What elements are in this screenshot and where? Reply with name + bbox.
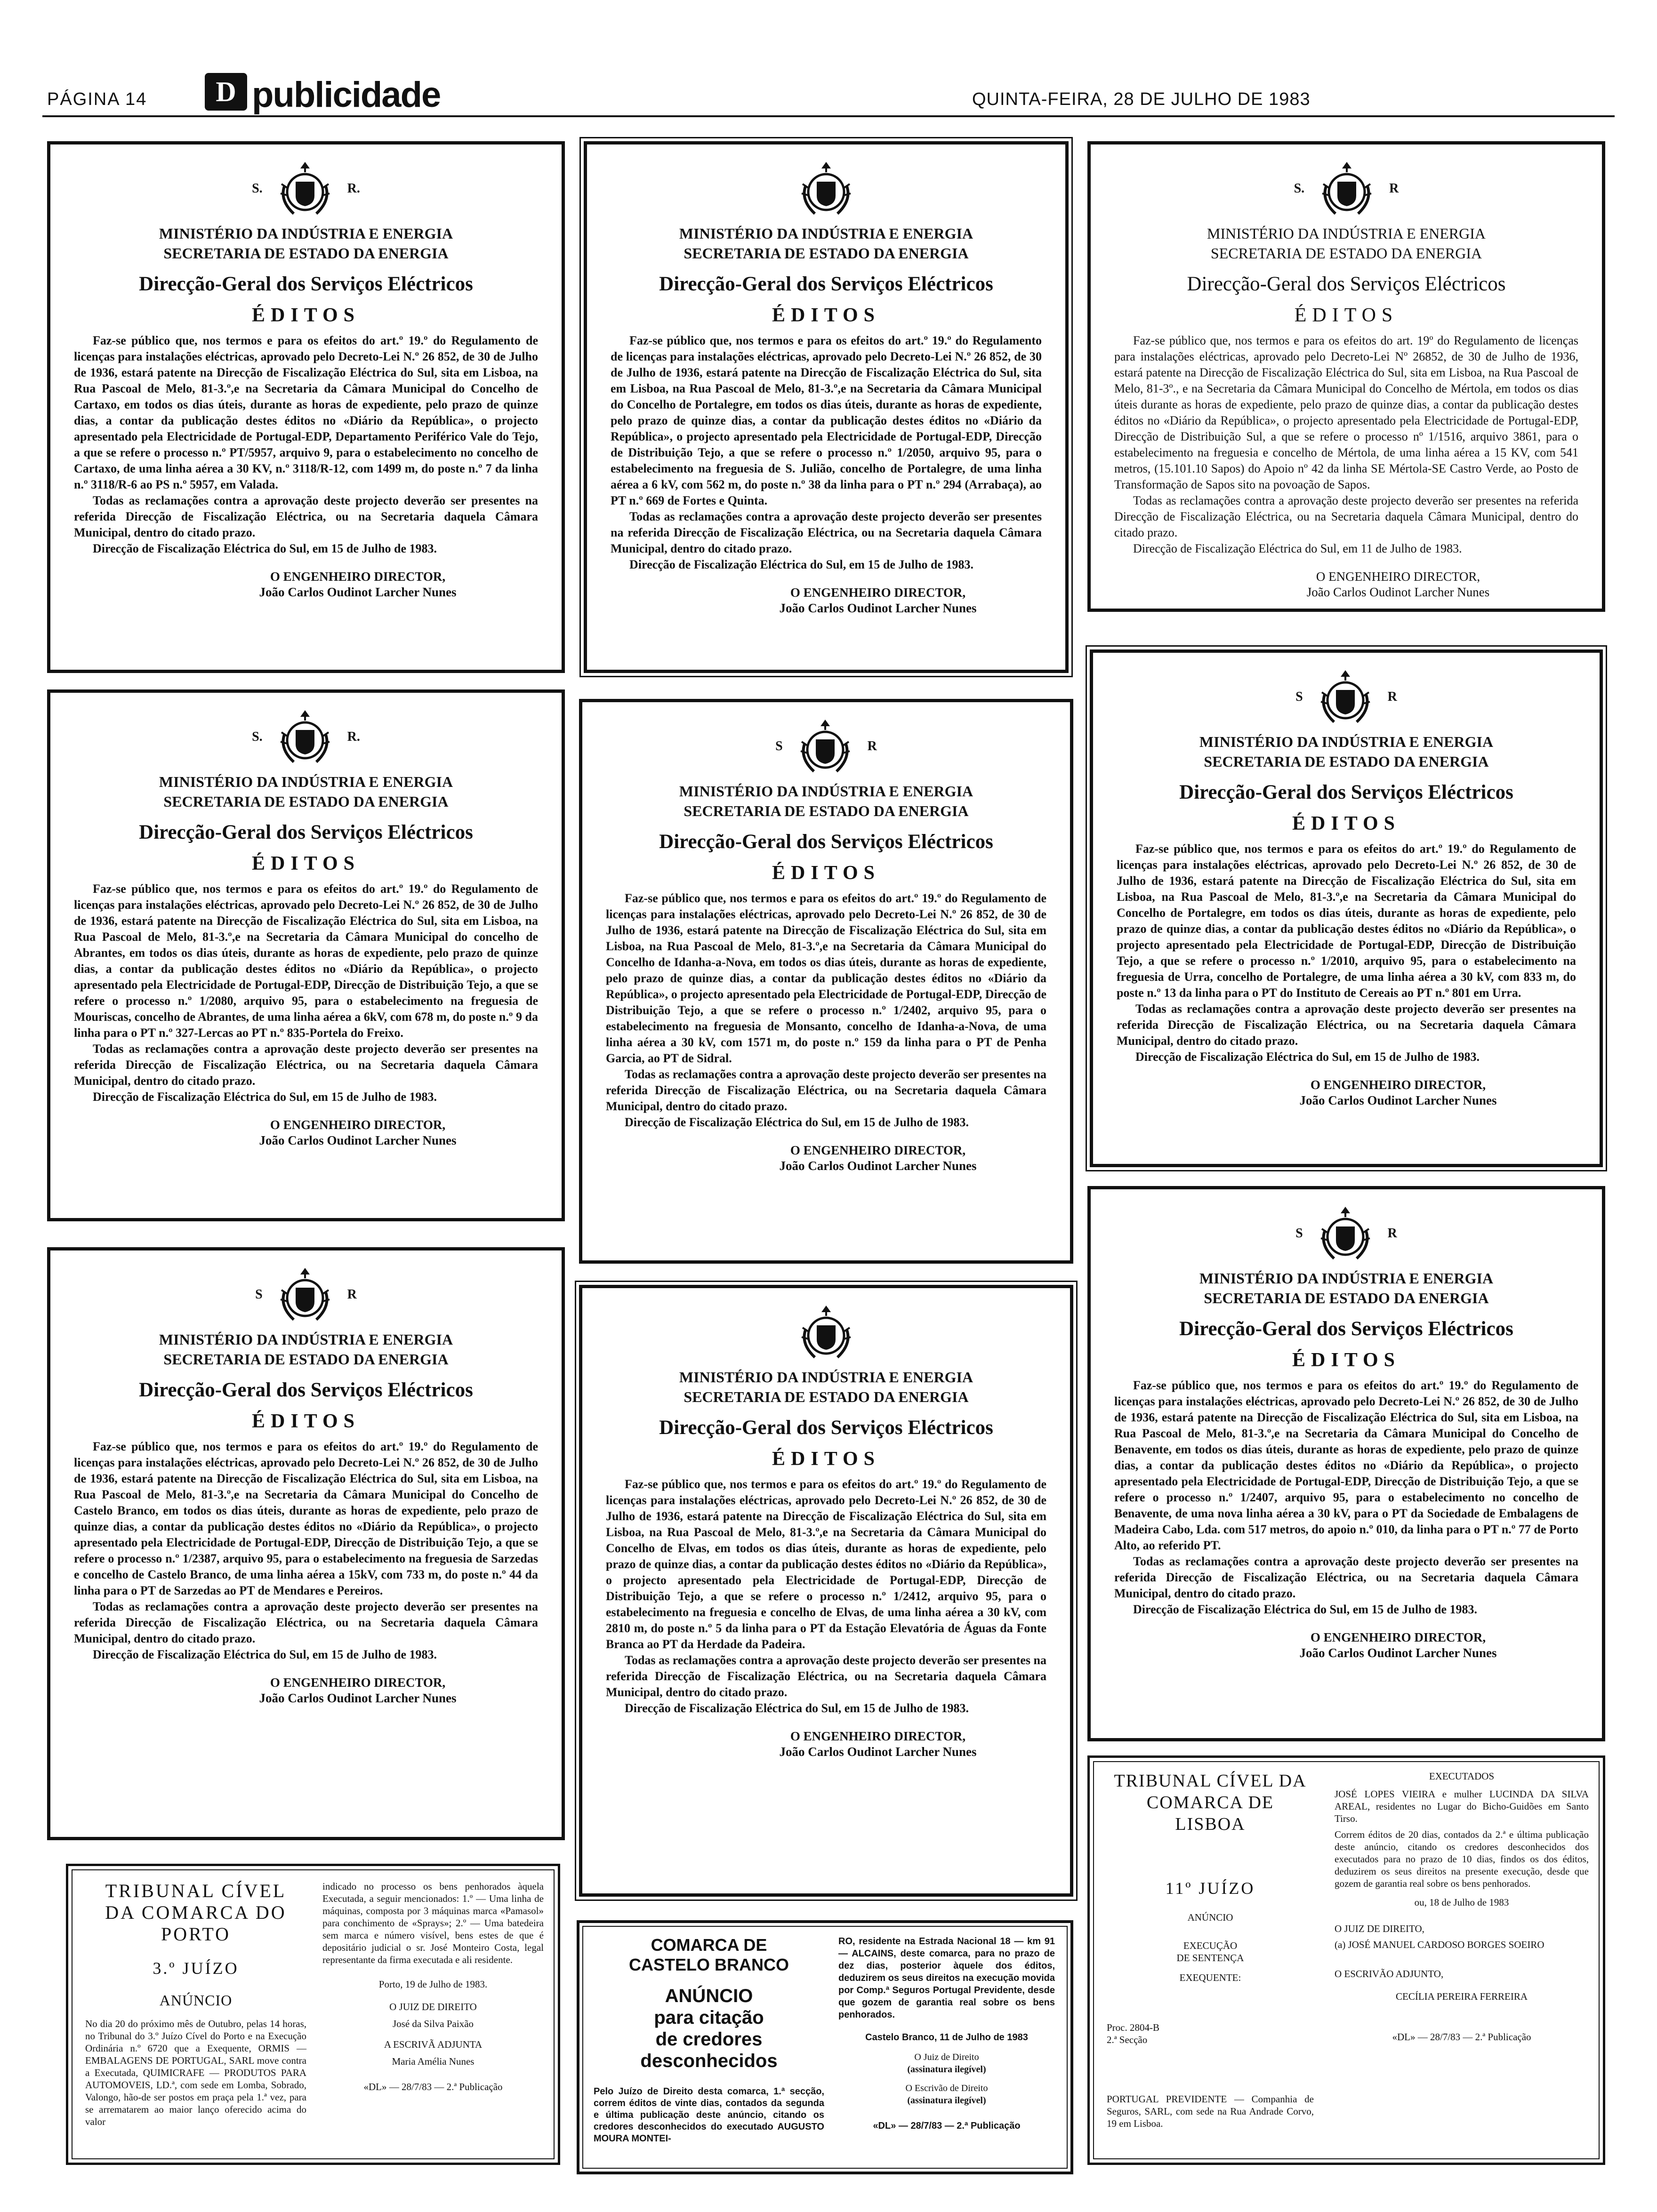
notice-date: Direcção de Fiscalização Eléctrica do Sul, em 15 de Julho de 1983. xyxy=(625,1701,969,1715)
notice-date: Direcção de Fiscalização Eléctrica do Sul, em 15 de Julho de 1983. xyxy=(1135,1050,1480,1064)
cb-sub-3: desconhecidos xyxy=(640,2051,778,2071)
sr-right: R xyxy=(1387,1226,1397,1241)
coat-of-arms xyxy=(74,704,538,770)
sr-right: R xyxy=(1387,689,1397,704)
lisboa-body: JOSÉ LOPES VIEIRA e mulher LUCINDA DA SILVA AREAL, residentes no Lugar do Bicho-Guidões em Santo Tirso. xyxy=(1335,1788,1589,1824)
edito-castelo-branco xyxy=(47,1247,565,1840)
coat-of-arms xyxy=(1117,664,1576,730)
notice-claims: Todas as reclamações contra a aprovação deste projecto deverão ser presentes na referida Direcção de Fiscalização Eléctrica, ou na Secretaria daquela Câmara Municipal, dentro do citado prazo. xyxy=(1114,1555,1578,1600)
directorate: Direcção-Geral dos Serviços Eléctricos xyxy=(1187,273,1506,295)
porto-title-1: TRIBUNAL CÍVEL xyxy=(105,1880,287,1901)
notice-body: Faz-se público que, nos termos e para os efeitos do art.º 19.º do Regulamento de licenças para instalações eléctricas, aprovado pelo Decreto-Lei N.º 26 852, de 30 de Julho de 1936, estará patente na Direcção de Fiscalização Eléctrica do Sul, sita em Lisboa, na Rua Pascoal de Melo, 81-3.º,e na Secretaria da Câmara Municipal do Concelho de Cartaxo, em todos os dias úteis, durante as horas de expediente, pelo prazo de quinze dias, a contar da publicação destes éditos no «Diário da República», o projecto apresentado pela Electricidade de Portugal-EDP, Departamento Periférico Vale do Tejo, a que se refere o processo n.º PT/5957, arquivo 9, para o estabelecimento no concelho de Cartaxo, de uma linha aérea a 30 KV, n.º 3118/R-12, com 1499 m, do poste n.º 7 da linha n.º 3118/R-6 ao PS n.º 5957, em Valada. xyxy=(74,334,538,491)
directorate: Direcção-Geral dos Serviços Eléctricos xyxy=(139,273,473,295)
secretariat: SECRETARIA DE ESTADO DA ENERGIA xyxy=(1204,1290,1489,1306)
coat-of-arms xyxy=(1114,1201,1578,1266)
notice-claims: Todas as reclamações contra a aprovação deste projecto deverão ser presentes na referida Direcção de Fiscalização Eléctrica, ou na Secretaria daquela Câmara Municipal, dentro do citado prazo. xyxy=(1117,1002,1576,1048)
cb-title-1: COMARCA DE xyxy=(651,1935,767,1955)
signatory-name: João Carlos Oudinot Larcher Nunes xyxy=(779,1159,977,1173)
secretariat: SECRETARIA DE ESTADO DA ENERGIA xyxy=(163,793,449,810)
sr-left: S xyxy=(1295,1226,1303,1241)
notice-claims: Todas as reclamações contra a aprovação deste projecto deverão ser presentes na referida Direcção de Fiscalização Eléctrica, ou na Secretaria daquela Câmara Municipal, dentro do citado prazo. xyxy=(1114,494,1578,539)
section-title: publicidade xyxy=(252,75,441,115)
notice-body: Faz-se público que, nos termos e para os efeitos do art.º 19.º do Regulamento de licenças para instalações eléctricas, aprovado pelo Decreto-Lei N.º 26 852, de 30 de Julho de 1936, estará patente na Direcção de Fiscalização Eléctrica do Sul, sita em Lisboa, na Rua Pascoal de Melo, 81-3.º,e na Secretaria da Câmara Municipal do Concelho de Idanha-a-Nova, em todos os dias úteis, durante as horas de expediente, pelo prazo de quinze dias, a contar da publicação destes éditos no «Diário da República», o projecto apresentado pela Electricidade de Portugal-EDP, Direcção de Distribuição Tejo, a que se refere o processo n.º 1/2402, arquivo 95, para o estabelecimento na freguesia de Monsanto, concelho de Idanha-a-Nova, de uma linha aérea a 30 kV, com 1571 m, do poste n.º 159 da linha para o PT de Penha Garcia, ao PT de Sidral. xyxy=(606,891,1046,1065)
page-number: PÁGINA 14 xyxy=(47,89,147,109)
editos-title: ÉDITOS xyxy=(252,305,360,326)
secretariat: SECRETARIA DE ESTADO DA ENERGIA xyxy=(1210,245,1482,262)
editos-title: ÉDITOS xyxy=(772,862,880,884)
coat-of-arms-icon xyxy=(277,706,333,768)
secretariat: SECRETARIA DE ESTADO DA ENERGIA xyxy=(684,802,969,819)
lisboa-date: ou, 18 de Julho de 1983 xyxy=(1414,1897,1509,1908)
lisboa-exequente: EXEQUENTE: xyxy=(1179,1972,1241,1983)
coat-of-arms-icon xyxy=(1317,666,1374,728)
lisboa-exec-head: EXECUTADOS xyxy=(1429,1771,1495,1782)
castelo-branco-notice xyxy=(577,1920,1073,2174)
sr-right: R xyxy=(867,739,877,753)
cb-anuncio: ANÚNCIO xyxy=(665,1986,753,2006)
cb-clerk-title: O Escrivão de Direito xyxy=(905,2083,988,2093)
editos-title: ÉDITOS xyxy=(1294,305,1399,326)
cb-date: Castelo Branco, 11 de Julho de 1983 xyxy=(865,2032,1028,2043)
sr-left: S. xyxy=(1294,181,1305,196)
secretariat: SECRETARIA DE ESTADO DA ENERGIA xyxy=(163,1351,449,1368)
notice-body: Faz-se público que, nos termos e para os efeitos do art.º 19.º do Regulamento de licenças para instalações eléctricas, aprovado pelo Decreto-Lei N.º 26 852, de 30 de Julho de 1936, estará patente na Direcção de Fiscalização Eléctrica do Sul, sita em Lisboa, na Rua Pascoal de Melo, 81-3.º,e na Secretaria da Câmara Municipal do Concelho de Benavente, em todos os dias úteis, durante as horas de expediente, pelo prazo de quinze dias, a contar da publicação destes éditos no «Diário da República», o projecto apresentado pela Electricidade de Portugal-EDP, Direcção de Distribuição Tejo, a que se refere o processo n.º 1/2407, arquivo 95, para o estabelecimento no concelho de Benavente, de uma nova linha aérea a 30 kV, para o PT da Sociedade de Embalagens de Madeira Cabo, Lda. com 517 metros, do apoio n.º 010, da linha para o PT n.º 77 de Porto Alto, ao referido PT. xyxy=(1114,1378,1578,1552)
lisboa-company: PORTUGAL PREVIDENTE — Companhia de Seguros, SARL, com sede na Rua Andrade Corvo, 19 em Lisboa. xyxy=(1107,2093,1314,2129)
directorate: Direcção-Geral dos Serviços Eléctricos xyxy=(139,821,473,843)
lisboa-exec-2: DE SENTENÇA xyxy=(1176,1952,1244,1964)
ministry: MINISTÉRIO DA INDÚSTRIA E ENERGIA xyxy=(679,1369,973,1386)
coat-of-arms xyxy=(74,1262,538,1328)
coat-of-arms-icon xyxy=(797,716,853,777)
signatory-name: João Carlos Oudinot Larcher Nunes xyxy=(779,601,977,615)
porto-judge-title: O JUIZ DE DIREITO xyxy=(389,2001,477,2012)
edito-idanha-a-nova xyxy=(579,699,1073,1264)
sr-right: R xyxy=(347,1287,357,1302)
directorate: Direcção-Geral dos Serviços Eléctricos xyxy=(139,1379,473,1401)
notice-body: Faz-se público que, nos termos e para os efeitos do art.º 19.º do Regulamento de licenças para instalações eléctricas, aprovado pelo Decreto-Lei N.º 26 852, de 30 de Julho de 1936, estará patente na Direcção de Fiscalização Eléctrica do Sul, sita em Lisboa, na Rua Pascoal de Melo, 81-3.º,e na Secretaria da Câmara Municipal do Concelho de Portalegre, em todos os dias úteis, durante as horas de expediente, pelo prazo de quinze dias, a contar da publicação destes éditos no «Diário da República», o projecto apresentado pela Electricidade de Portugal-EDP, Direcção de Distribuição Tejo, a que se refere o processo n.º 1/2010, arquivo 95, para o estabelecimento na freguesia de Urra, concelho de Portalegre, de uma linha aérea a 30 kV, com 833 m, do poste n.º 13 da linha para o PT do Instituto de Cereais ao PT n.º 801 em Urra. xyxy=(1117,842,1576,1000)
lisboa-proc: Proc. 2804-B xyxy=(1107,2022,1159,2033)
secretariat: SECRETARIA DE ESTADO DA ENERGIA xyxy=(163,245,449,262)
lisboa-exec-1: EXECUÇÃO xyxy=(1183,1940,1238,1951)
signatory-name: João Carlos Oudinot Larcher Nunes xyxy=(1306,585,1490,599)
editos-title: ÉDITOS xyxy=(772,1448,880,1470)
signatory-name: João Carlos Oudinot Larcher Nunes xyxy=(1299,1646,1497,1660)
signatory-name: João Carlos Oudinot Larcher Nunes xyxy=(1299,1093,1497,1107)
lisboa-body-2: Correm éditos de 20 dias, contados da 2.ª e última publicação deste anúncio, citando os credores desconhecidos dos executados para no prazo de 10 dias, findos os dos éditos, deduzirem os seus direitos na presente execução, desde que gozem de garantia real sobre os bens penhorados. xyxy=(1335,1829,1589,1889)
secretariat: SECRETARIA DE ESTADO DA ENERGIA xyxy=(684,245,969,262)
coat-of-arms-icon xyxy=(277,158,333,219)
porto-judge: José da Silva Paixão xyxy=(392,2018,474,2029)
edito-portalegre-urra xyxy=(1090,649,1603,1167)
cb-judge: (assinatura ilegível) xyxy=(907,2064,986,2075)
directorate: Direcção-Geral dos Serviços Eléctricos xyxy=(659,831,993,853)
coat-of-arms-icon xyxy=(1317,1203,1374,1264)
cb-sub-2: de credores xyxy=(655,2029,763,2050)
signatory-title: O ENGENHEIRO DIRECTOR, xyxy=(270,1675,446,1690)
lisboa-anuncio: ANÚNCIO xyxy=(1187,1912,1233,1923)
porto-clerk: Maria Amélia Nunes xyxy=(392,2056,475,2067)
lisboa-title-1: TRIBUNAL CÍVEL DA xyxy=(1114,1771,1307,1791)
edito-abrantes xyxy=(47,689,565,1221)
coat-of-arms-icon xyxy=(277,1264,333,1325)
porto-body: No dia 20 do próximo mês de Outubro, pelas 14 horas, no Tribunal do 3.º Juízo Cível do Porto e na Execução Ordinária n.º 6720 que a Exequente, ORMIS — EMBALAGENS DE PORTUGAL, SARL move contra a Executada, QUIMICRAFE — PRODUTOS PARA AUTOMOVEIS, LD.ª, com sede em Lomba, Sobrado, Valongo, hão-de ser postos em praça pela 1.ª vez, para se arrematarem ao maior lanço oferecido acima do valor xyxy=(85,2018,306,2127)
secretariat: SECRETARIA DE ESTADO DA ENERGIA xyxy=(684,1388,969,1405)
notice-claims: Todas as reclamações contra a aprovação deste projecto deverão ser presentes na referida Direcção de Fiscalização Eléctrica, ou na Secretaria daquela Câmara Municipal, dentro do citado prazo. xyxy=(611,510,1042,555)
cb-body-left: Pelo Juízo de Direito desta comarca, 1.ª secção, correm éditos de vinte dias, contados da segunda e última publicação deste anúncio, citando os credores desconhecidos do executado AUGUSTO MOURA MONTEI- xyxy=(594,2086,824,2144)
notice-date: Direcção de Fiscalização Eléctrica do Sul, em 11 de Julho de 1983. xyxy=(1133,542,1462,555)
signatory-name: João Carlos Oudinot Larcher Nunes xyxy=(259,1133,457,1147)
sr-left: S xyxy=(775,739,783,753)
notice-body: Faz-se público que, nos termos e para os efeitos do art.º 19.º do Regulamento de licenças para instalações eléctricas, aprovado pelo Decreto-Lei N.º 26 852, de 30 de Julho de 1936, estará patente na Direcção de Fiscalização Eléctrica do Sul, sita em Lisboa, na Rua Pascoal de Melo, 81-3.º,e na Secretaria da Câmara Municipal do concelho de Abrantes, em todos os dias úteis, durante as horas de expediente, pelo prazo de quinze dias, a contar da publicação destes éditos no «Diário da República», o projecto apresentado pela Electricidade de Portugal-EDP, Direcção de Distribuição Tejo, a que se refere o processo n.º 1/2080, arquivo 95, para o estabelecimento na freguesia de Mouriscas, concelho de Abrantes, de uma linha aérea a 6kV, com 678 m, do poste n.º 9 da linha para o PT n.º 327-Lercas ao PT n.º 835-Portela do Freixo. xyxy=(74,882,538,1040)
porto-publication: «DL» — 28/7/83 — 2.ª Publicação xyxy=(363,2081,503,2092)
editos-title: ÉDITOS xyxy=(1292,1349,1400,1371)
signatory-title: O ENGENHEIRO DIRECTOR, xyxy=(1310,1078,1486,1092)
cb-sub-1: para citação xyxy=(654,2007,764,2028)
notice-body: Faz-se público que, nos termos e para os efeitos do art.º 19.º do Regulamento de licenças para instalações eléctricas, aprovado pelo Decreto-Lei N.º 26 852, de 30 de Julho de 1936, estará patente na Direcção de Fiscalização Eléctrica do Sul, sita em Lisboa, na Rua Pascoal de Melo, 81-3.º,e na Secretaria da Câmara Municipal do Concelho de Castelo Branco, em todos os dias úteis, durante as horas de expediente, pelo prazo de quinze dias, a contar da publicação destes éditos no «Diário da República», o projecto apresentado pela Electricidade de Portugal-EDP, Direcção de Distribuição Tejo, a que se refere o processo n.º 1/2387, arquivo 95, para o estabelecimento na freguesia de Sarzedas e concelho de Castelo Branco, de uma linha aérea a 15kV, com 733 m, do poste n.º 44 da linha para o PT de Sarzedas ao PT de Mendares e Pereiros. xyxy=(74,1440,538,1597)
sr-left: S. xyxy=(252,181,263,196)
notice-date: Direcção de Fiscalização Eléctrica do Sul, em 15 de Julho de 1983. xyxy=(625,1115,969,1129)
porto-anuncio: ANÚNCIO xyxy=(159,1992,233,2009)
signatory-title: O ENGENHEIRO DIRECTOR, xyxy=(790,585,966,600)
cb-judge-title: O Juiz de Direito xyxy=(914,2052,979,2062)
notice-claims: Todas as reclamações contra a aprovação deste projecto deverão ser presentes na referida Direcção de Fiscalização Eléctrica, ou na Secretaria daquela Câmara Municipal, dentro do citado prazo. xyxy=(74,1042,538,1088)
signatory-name: João Carlos Oudinot Larcher Nunes xyxy=(779,1745,977,1759)
page-header xyxy=(42,71,1615,117)
notice-body: Faz-se público que, nos termos e para os efeitos do art.º 19.º do Regulamento de licenças para instalações eléctricas, aprovado pelo Decreto-Lei N.º 26 852, de 30 de Julho de 1936, estará patente na Direcção de Fiscalização Eléctrica do Sul, sita em Lisboa, na Rua Pascoal de Melo, 81-3.º,e na Secretaria da Câmara Municipal do Concelho de Portalegre, em todos os dias úteis, durante as horas de expediente, pelo prazo de quinze dias, a contar da publicação destes éditos no «Diário da República», o projecto apresentado pela Electricidade de Portugal-EDP, Direcção de Distribuição Tejo, a que se refere o processo n.º 1/2050, arquivo 95, para o estabelecimento na freguesia de S. Julião, concelho de Portalegre, de uma linha aérea a 6 kV, com 562 m, do poste n.º 38 da linha para o PT n.º 294 (Arrabaça), ao PT n.º 669 de Fortes e Quinta. xyxy=(611,334,1042,507)
lisboa-juizo: 11º JUÍZO xyxy=(1165,1879,1255,1898)
signatory-title: O ENGENHEIRO DIRECTOR, xyxy=(1310,1630,1486,1644)
porto-body-right: indicado no processo os bens penhorados àquela Executada, a seguir mencionados: 1.º — Uma linha de máquinas, composta por 3 máquinas marca «Pamasol» para conchimento de «Sprays»; 2.º — Uma batedeira sem marca e número visível, bens estes de que é depositário judicial o sr. José Monteiro Costa, legal representante da firma executada e ali residente. xyxy=(322,1881,544,1965)
lisboa-clerk-title: O ESCRIVÃO ADJUNTO, xyxy=(1335,1968,1444,1980)
coat-of-arms-icon xyxy=(798,1302,854,1363)
notice-date: Direcção de Fiscalização Eléctrica do Sul, em 15 de Julho de 1983. xyxy=(93,1648,437,1661)
notice-date: Direcção de Fiscalização Eléctrica do Sul, em 15 de Julho de 1983. xyxy=(93,542,437,555)
signatory-name: João Carlos Oudinot Larcher Nunes xyxy=(259,585,457,599)
porto-court-notice xyxy=(66,1864,560,2165)
notice-claims: Todas as reclamações contra a aprovação deste projecto deverão ser presentes na referida Direcção de Fiscalização Eléctrica, ou na Secretaria daquela Câmara Municipal, dentro do citado prazo. xyxy=(606,1067,1046,1113)
edito-cartaxo xyxy=(47,141,565,673)
porto-title-2: DA COMARCA DO xyxy=(105,1902,287,1923)
notice-date: Direcção de Fiscalização Eléctrica do Sul, em 15 de Julho de 1983. xyxy=(629,558,974,571)
sr-right: R xyxy=(1389,181,1399,196)
notice-date: Direcção de Fiscalização Eléctrica do Sul, em 15 de Julho de 1983. xyxy=(93,1090,437,1104)
signatory-title: O ENGENHEIRO DIRECTOR, xyxy=(790,1143,966,1157)
ministry: MINISTÉRIO DA INDÚSTRIA E ENERGIA xyxy=(159,773,453,790)
coat-of-arms-icon xyxy=(1319,158,1375,219)
directorate: Direcção-Geral dos Serviços Eléctricos xyxy=(1179,1318,1513,1340)
porto-clerk-title: A ESCRIVÃ ADJUNTA xyxy=(384,2039,483,2050)
newspaper-logo: D xyxy=(205,73,247,111)
porto-title-3: PORTO xyxy=(161,1923,231,1945)
signatory-title: O ENGENHEIRO DIRECTOR, xyxy=(270,569,446,584)
edito-benavente xyxy=(1087,1186,1605,1741)
coat-of-arms xyxy=(606,713,1046,779)
porto-juizo: 3.º JUÍZO xyxy=(153,1959,239,1978)
signatory-name: João Carlos Oudinot Larcher Nunes xyxy=(259,1691,457,1705)
editos-title: ÉDITOS xyxy=(252,1411,360,1432)
signatory-title: O ENGENHEIRO DIRECTOR, xyxy=(790,1729,966,1743)
ministry: MINISTÉRIO DA INDÚSTRIA E ENERGIA xyxy=(679,225,973,242)
coat-of-arms xyxy=(74,156,538,222)
notice-body: Faz-se público que, nos termos e para os efeitos do art. 19º do Regulamento de licenças para instalações eléctricas, aprovado pelo Decreto-Lei Nº 26852, de 30 de Julho de 1936, estará patente na Direcção de Fiscalização Eléctrica do Sul, sita em Lisboa, na Rua Pascoal de Melo, 81-3º., e na Secretaria da Câmara Municipal do Concelho de Mértola, em todos os dias úteis durante as horas de expediente, pelo prazo de quinze dias, a contar da publicação destes éditos no «Diário da República», o projecto apresentado pela Electricidade de Portugal-EDP, Direcção de Distribuição Sul, a que se refere o processo nº 1/1516, arquivo 3861, para o estabelecimento na freguesia e concelho de Mértola, de uma linha aérea a 15 KV, com 541 metros, (15.101.10 Sapos) do Apoio nº 42 da linha SE Mértola-SE Castro Verde, ao Posto de Transformação de Sapos sito na povoação de Sapos. xyxy=(1114,334,1578,491)
notice-claims: Todas as reclamações contra a aprovação deste projecto deverão ser presentes na referida Direcção de Fiscalização Eléctrica, ou na Secretaria daquela Câmara Municipal, dentro do citado prazo. xyxy=(74,1600,538,1645)
ministry: MINISTÉRIO DA INDÚSTRIA E ENERGIA xyxy=(1199,733,1494,750)
sr-left: S xyxy=(1295,689,1303,704)
ministry: MINISTÉRIO DA INDÚSTRIA E ENERGIA xyxy=(159,225,453,242)
notice-claims: Todas as reclamações contra a aprovação deste projecto deverão ser presentes na referida Direcção de Fiscalização Eléctrica, ou na Secretaria daquela Câmara Municipal, dentro do citado prazo. xyxy=(606,1653,1046,1699)
edito-mertola xyxy=(1087,141,1605,612)
directorate: Direcção-Geral dos Serviços Eléctricos xyxy=(1179,781,1513,803)
cb-body-right: RO, residente na Estrada Nacional 18 — km 91 — ALCAINS, deste comarca, para no prazo de dez dias, posterior àquele dos éditos, deduzirem os seus direitos na execução movida por Comp.ª Seguros Portugal Previdente, desde que gozem de garantia real sobre os bens penhorados. xyxy=(838,1936,1055,2020)
cb-publication: «DL» — 28/7/83 — 2.ª Publicação xyxy=(873,2121,1021,2131)
coat-of-arms xyxy=(1114,156,1578,222)
porto-date: Porto, 19 de Julho de 1983. xyxy=(378,1979,488,1990)
editos-title: ÉDITOS xyxy=(772,305,880,326)
lisboa-publication: «DL» — 28/7/83 — 2.ª Publicação xyxy=(1392,2031,1531,2043)
cb-title-2: CASTELO BRANCO xyxy=(629,1955,789,1974)
notice-date: Direcção de Fiscalização Eléctrica do Sul, em 15 de Julho de 1983. xyxy=(1133,1603,1478,1616)
lisboa-judge: (a) JOSÉ MANUEL CARDOSO BORGES SOEIRO xyxy=(1335,1939,1544,1950)
ministry: MINISTÉRIO DA INDÚSTRIA E ENERGIA xyxy=(1207,225,1486,242)
coat-of-arms xyxy=(611,156,1042,222)
notice-claims: Todas as reclamações contra a aprovação deste projecto deverão ser presentes na referida Direcção de Fiscalização Eléctrica, ou na Secretaria daquela Câmara Municipal, dentro do citado prazo. xyxy=(74,494,538,539)
ministry: MINISTÉRIO DA INDÚSTRIA E ENERGIA xyxy=(1199,1270,1494,1287)
lisboa-title-3: LISBOA xyxy=(1175,1814,1246,1834)
ministry: MINISTÉRIO DA INDÚSTRIA E ENERGIA xyxy=(159,1331,453,1348)
signatory-title: O ENGENHEIRO DIRECTOR, xyxy=(270,1118,446,1132)
secretariat: SECRETARIA DE ESTADO DA ENERGIA xyxy=(1204,753,1489,770)
lisboa-seccao: 2.ª Secção xyxy=(1107,2034,1148,2045)
edito-elvas xyxy=(579,1285,1073,1897)
editos-title: ÉDITOS xyxy=(252,853,360,874)
lisboa-title-2: COMARCA DE xyxy=(1146,1793,1274,1812)
edito-portalegre-s-juliao xyxy=(584,141,1069,673)
ministry: MINISTÉRIO DA INDÚSTRIA E ENERGIA xyxy=(679,783,973,800)
sr-left: S xyxy=(255,1287,263,1302)
notice-body: Faz-se público que, nos termos e para os efeitos do art.º 19.º do Regulamento de licenças para instalações eléctricas, aprovado pelo Decreto-Lei N.º 26 852, de 30 de Julho de 1936, estará patente na Direcção de Fiscalização Eléctrica do Sul, sita em Lisboa, na Rua Pascoal de Melo, 81-3.º,e na Secretaria da Câmara Municipal do Concelho de Elvas, em todos os dias úteis, durante as horas de expediente, pelo prazo de quinze dias, a contar da publicação destes éditos no «Diário da República», o projecto apresentado pela Electricidade de Portugal-EDP, Direcção de Distribuição Tejo, a que se refere o processo n.º 1/2412, arquivo 95, para o estabelecimento na freguesia e concelho de Elvas, de uma linha aérea a 30 kV, com 2810 m, do poste n.º 5 da linha para o PT da Estação Elevatória de Águas da Fonte Branca ao PT da Herdade da Padeira. xyxy=(606,1477,1046,1651)
lisboa-judge-title: O JUIZ DE DIREITO, xyxy=(1335,1923,1424,1934)
issue-date: QUINTA-FEIRA, 28 DE JULHO DE 1983 xyxy=(972,89,1311,109)
coat-of-arms-icon xyxy=(798,158,854,219)
directorate: Direcção-Geral dos Serviços Eléctricos xyxy=(659,1417,993,1439)
sr-right: R. xyxy=(347,181,360,196)
directorate: Direcção-Geral dos Serviços Eléctricos xyxy=(659,273,993,295)
coat-of-arms xyxy=(606,1299,1046,1365)
signatory-title: O ENGENHEIRO DIRECTOR, xyxy=(1316,569,1480,584)
sr-left: S. xyxy=(252,729,263,744)
sr-right: R. xyxy=(347,729,360,744)
lisboa-clerk: CECÍLIA PEREIRA FERREIRA xyxy=(1395,1991,1528,2002)
lisboa-court-notice xyxy=(1087,1755,1605,2165)
cb-clerk: (assinatura ilegível) xyxy=(907,2095,986,2106)
editos-title: ÉDITOS xyxy=(1292,813,1400,834)
